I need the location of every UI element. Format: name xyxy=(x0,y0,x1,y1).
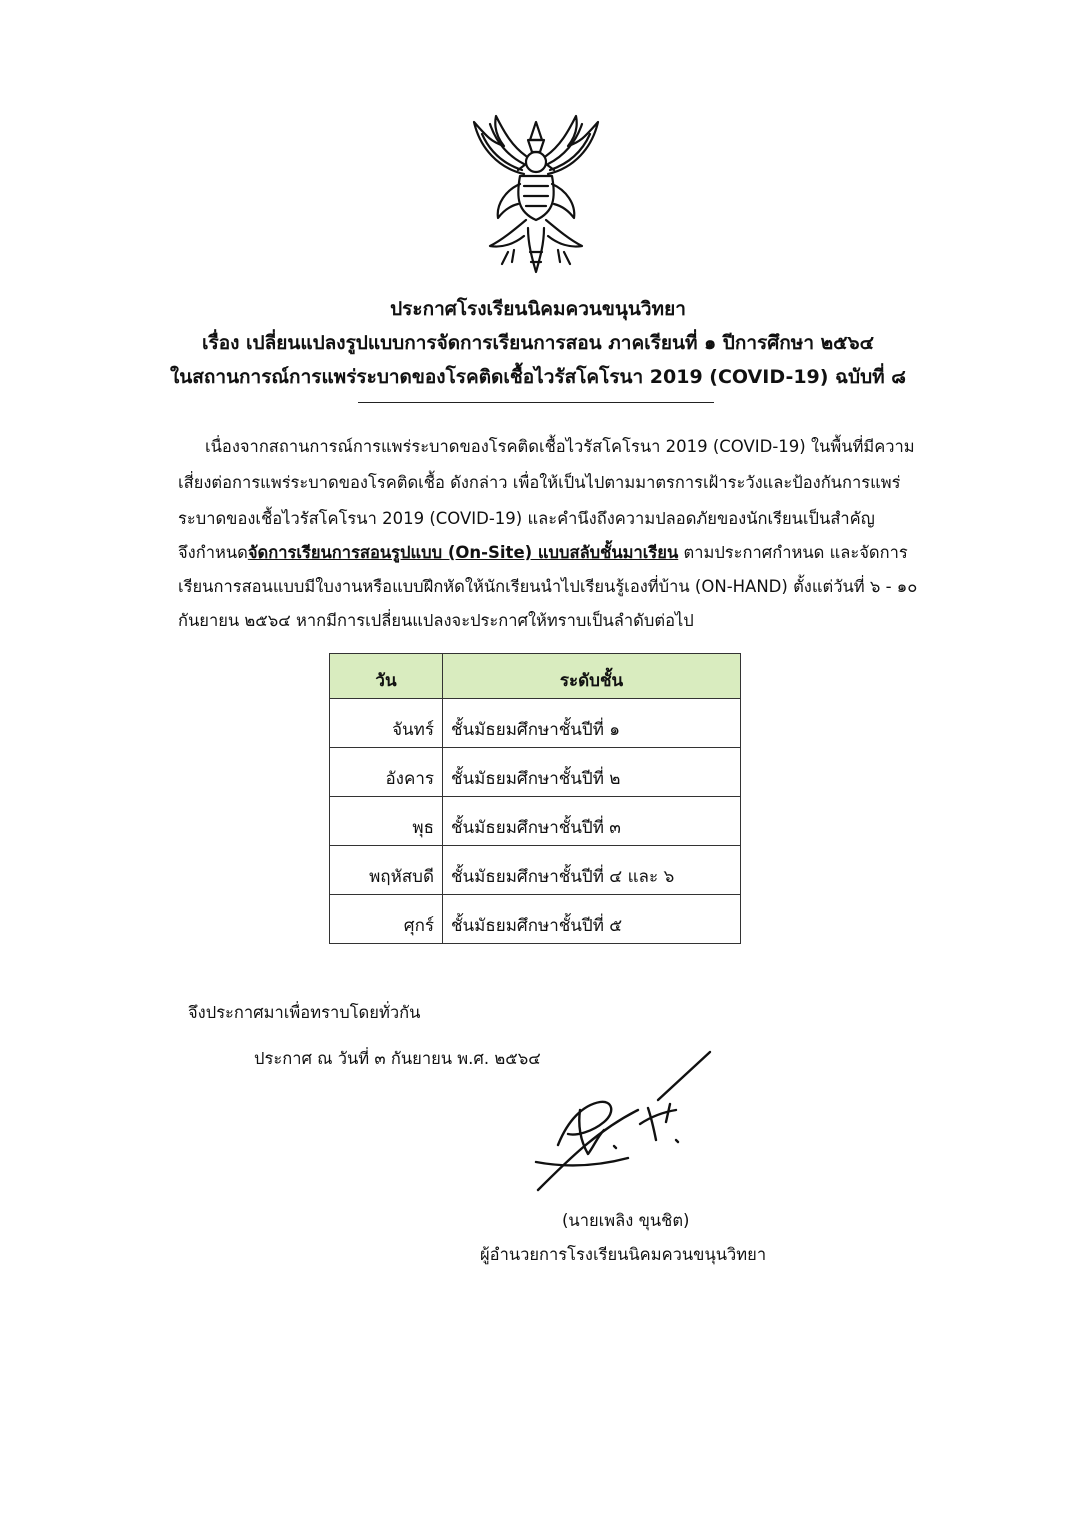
day-cell: พุธ xyxy=(330,797,443,846)
column-header-grade: ระดับชั้น xyxy=(443,654,741,699)
day-cell: อังคาร xyxy=(330,748,443,797)
announcement-subject: เรื่อง เปลี่ยนแปลงรูปแบบการจัดการเรียนการสอน ภาคเรียนที่ ๑ ปีการศึกษา ๒๕๖๔ xyxy=(202,332,874,354)
body-line-3: ระบาดของเชื้อไวรัสโคโรนา 2019 (COVID-19) และคำนึงถึงความปลอดภัยของนักเรียนเป็นสำคัญ xyxy=(178,509,875,528)
grade-cell: ชั้นมัธยมศึกษาชั้นปีที่ ๒ xyxy=(443,748,741,797)
grade-cell: ชั้นมัธยมศึกษาชั้นปีที่ ๑ xyxy=(443,699,741,748)
signature-icon xyxy=(528,1050,718,1200)
body-line-4-tail: ตามประกาศกำหนด และจัดการ xyxy=(678,543,908,562)
closing-statement: จึงประกาศมาเพื่อทราบโดยทั่วกัน xyxy=(188,1003,421,1022)
announcement-context: ในสถานการณ์การแพร่ระบาดของโรคติดเชื้อไวรัสโคโรนา 2019 (COVID-19) ฉบับที่ ๘ xyxy=(170,366,906,388)
column-header-day: วัน xyxy=(330,654,443,699)
onsite-emphasis: จัดการเรียนการสอนรูปแบบ (On-Site) แบบสลับชั้นมาเรียน xyxy=(247,543,679,562)
grade-cell: ชั้นมัธยมศึกษาชั้นปีที่ ๕ xyxy=(443,895,741,944)
day-cell: ศุกร์ xyxy=(330,895,443,944)
body-line-2: เสี่ยงต่อการแพร่ระบาดของโรคติดเชื้อ ดังกล่าว เพื่อให้เป็นไปตามมาตรการเฝ้าระวังและป้องกันการแพร่ xyxy=(178,473,901,492)
table-row xyxy=(330,895,741,944)
table-row xyxy=(330,797,741,846)
table-header-row xyxy=(330,654,741,699)
body-line-4-lead: จึงกำหนด xyxy=(178,543,248,562)
body-line-1: เนื่องจากสถานการณ์การแพร่ระบาดของโรคติดเชื้อไวรัสโคโรนา 2019 (COVID-19) ในพื้นที่มีความ xyxy=(205,437,915,456)
garuda-emblem-icon xyxy=(468,112,604,280)
day-cell: จันทร์ xyxy=(330,699,443,748)
grade-cell: ชั้นมัธยมศึกษาชั้นปีที่ ๔ และ ๖ xyxy=(443,846,741,895)
body-line-4 xyxy=(178,540,908,566)
day-cell: พฤหัสบดี xyxy=(330,846,443,895)
title-divider xyxy=(358,402,714,403)
table-row xyxy=(330,748,741,797)
grade-cell: ชั้นมัธยมศึกษาชั้นปีที่ ๓ xyxy=(443,797,741,846)
body-line-6: กันยายน ๒๕๖๔ หากมีการเปลี่ยนแปลงจะประกาศให้ทราบเป็นลำดับต่อไป xyxy=(178,611,694,630)
announcement-date: ประกาศ ณ วันที่ ๓ กันยายน พ.ศ. ๒๕๖๔ xyxy=(254,1049,541,1068)
signer-title: ผู้อำนวยการโรงเรียนนิคมควนขนุนวิทยา xyxy=(480,1245,767,1264)
body-line-5: เรียนการสอนแบบมีใบงานหรือแบบฝึกหัดให้นักเรียนนำไปเรียนรู้เองที่บ้าน (ON-HAND) ตั้งแต่วันที่ ๖ - ๑๐ xyxy=(178,577,918,596)
schedule-table xyxy=(329,653,741,944)
table-row xyxy=(330,846,741,895)
table-row xyxy=(330,699,741,748)
announcement-title: ประกาศโรงเรียนนิคมควนขนุนวิทยา xyxy=(390,298,686,320)
signer-name: (นายเพลิง ขุนชิต) xyxy=(562,1211,690,1230)
